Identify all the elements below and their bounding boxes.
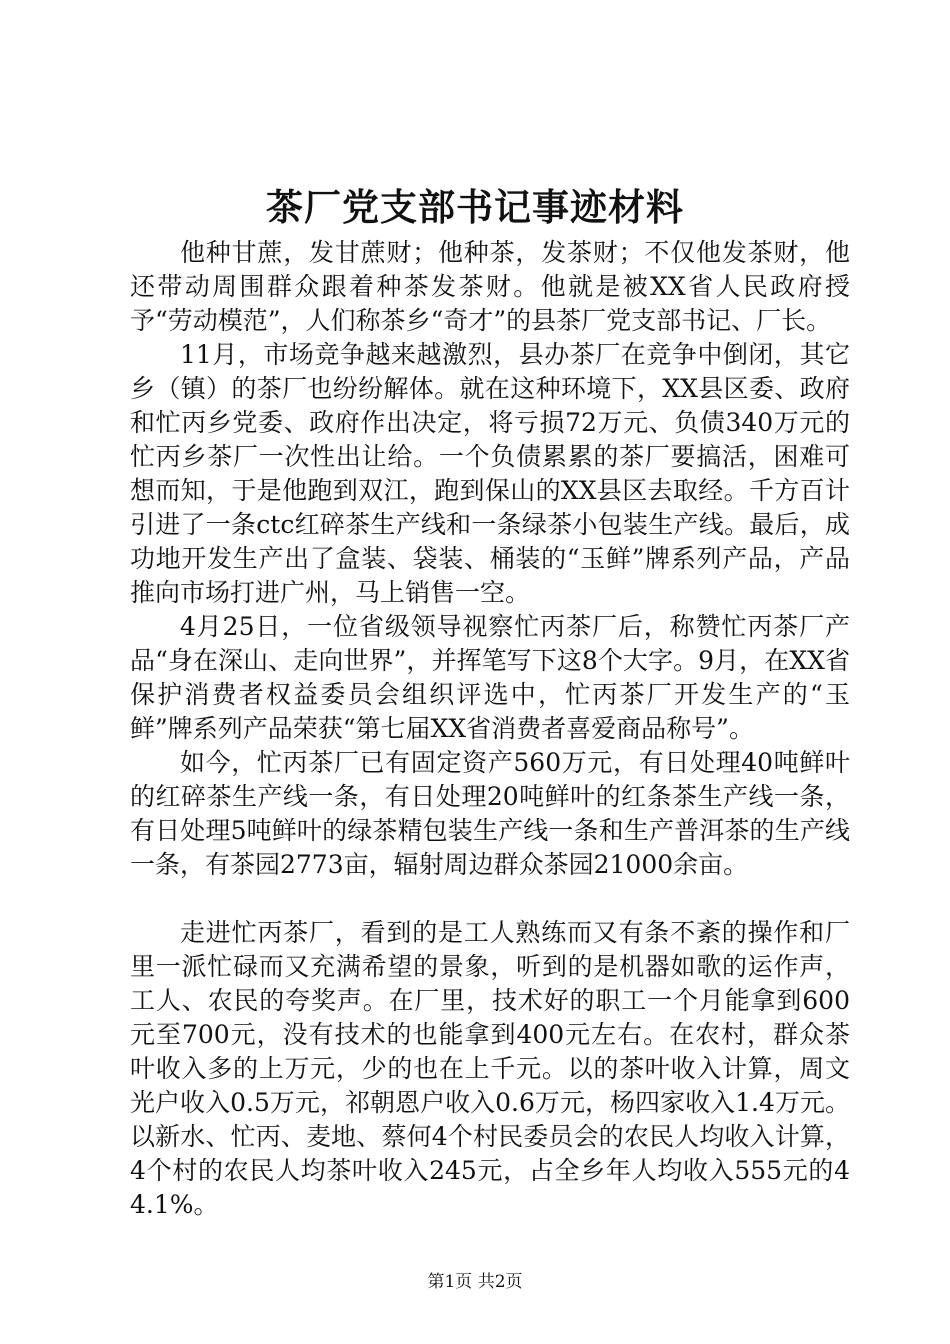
paragraph-1: 他种甘蔗，发甘蔗财；他种茶，发茶财；不仅他发茶财，他还带动周围群众跟着种茶发茶财。他就是被XX省人民政府授予“劳动模范”，人们称茶乡“奇才”的县茶厂党支部书记、厂长。 <box>130 238 850 335</box>
paragraph-4: 如今，忙丙茶厂已有固定资产560万元，有日处理40吨鲜叶的红碎茶生产线一条，有日处理20吨鲜叶的红条茶生产线一条，有日处理5吨鲜叶的绿茶精包装生产线一条和生产普洱茶的生产线一条，有茶园2773亩，辐射周边群众茶园21000余亩。 <box>130 748 850 879</box>
document-body <box>130 236 850 1222</box>
paragraph-spacer <box>130 882 850 916</box>
paragraph-2: 11月，市场竞争越来越激烈，县办茶厂在竞争中倒闭，其它乡（镇）的茶厂也纷纷解体。就在这种环境下，XX县区委、政府和忙丙乡党委、政府作出决定，将亏损72万元、负债340万元的忙丙乡茶厂一次性出让给。一个负债累累的茶厂要搞活，困难可想而知，于是他跑到双江，跑到保山的XX县区去取经。千方百计引进了一条ctc红碎茶生产线和一条绿茶小包装生产线。最后，成功地开发生产出了盒装、袋装、桶装的“玉鲜”牌系列产品，产品推向市场打进广州，马上销售一空。 <box>130 340 850 607</box>
paragraph-3: 4月25日，一位省级领导视察忙丙茶厂后，称赞忙丙茶厂产品“身在深山、走向世界”，并挥笔写下这8个大字。9月，在XX省保护消费者权益委员会组织评选中，忙丙茶厂开发生产的“玉鲜”牌系列产品荣获“第七届XX省消费者喜爱商品称号”。 <box>130 612 850 743</box>
page-footer: 第1页 共2页 <box>427 1272 523 1292</box>
document-title: 茶厂党支部书记事迹材料 <box>266 185 684 229</box>
paragraph-5: 走进忙丙茶厂，看到的是工人熟练而又有条不紊的操作和厂里一派忙碌而又充满希望的景象，听到的是机器如歌的运作声，工人、农民的夸奖声。在厂里，技术好的职工一个月能拿到600元至700元，没有技术的也能拿到400元左右。在农村，群众茶叶收入多的上万元，少的也在上千元。以的茶叶收入计算，周文光户收入0.5万元，祁朝恩户收入0.6万元，杨四家收入1.4万元。以新水、忙丙、麦地、蔡何4个村民委员会的农民人均收入计算，4个村的农民人均茶叶收入245元，占全乡年人均收入555元的44.1%。 <box>130 918 850 1219</box>
